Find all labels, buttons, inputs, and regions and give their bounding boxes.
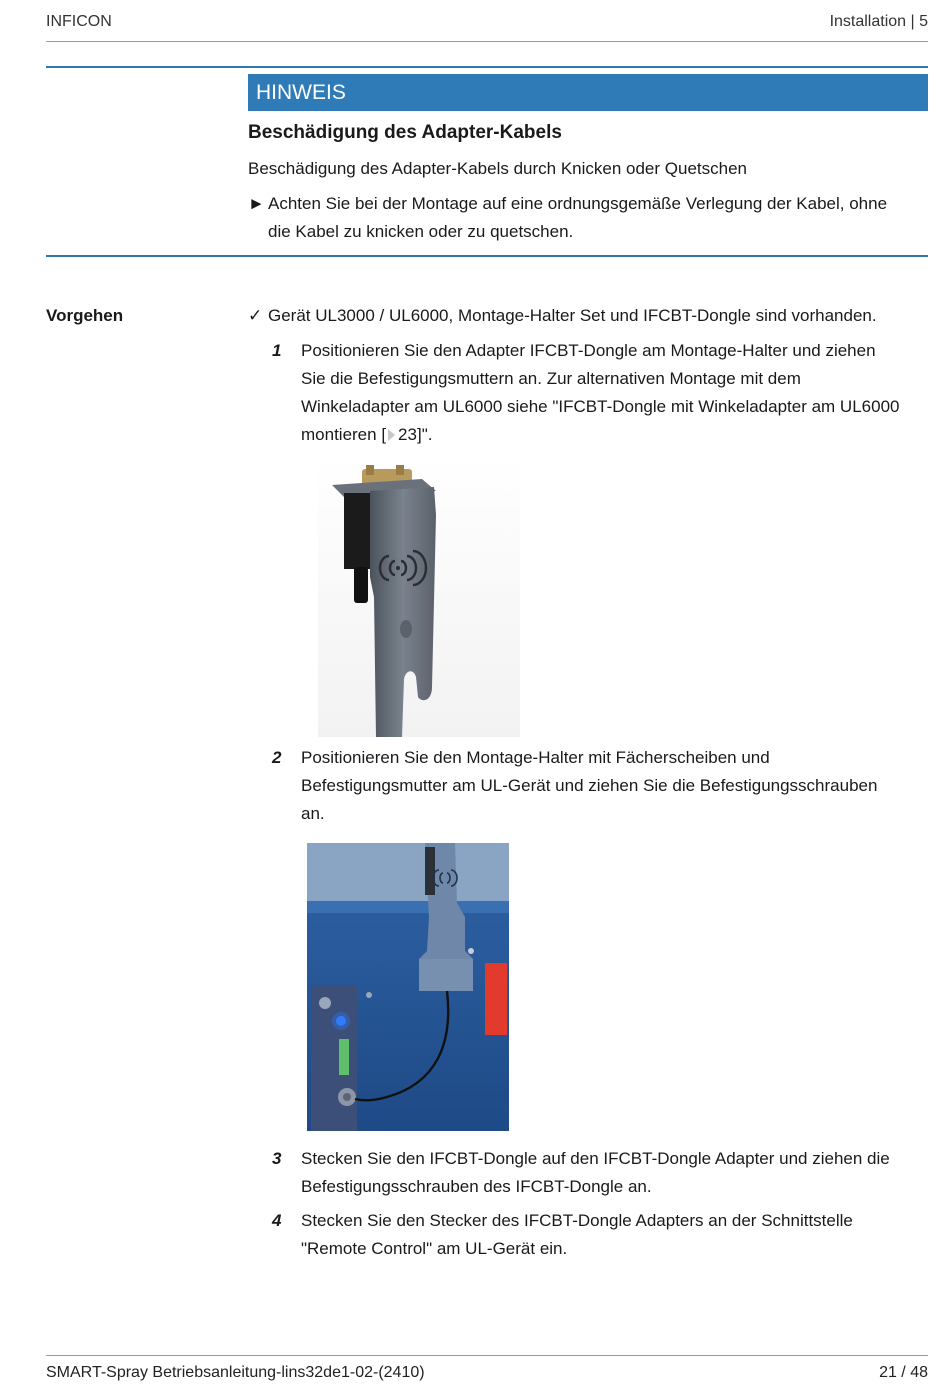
step-1-number: 1	[272, 341, 282, 360]
notice-action-line2: die Kabel zu knicken oder zu quetschen.	[268, 222, 574, 241]
step-1-line-4	[301, 421, 432, 449]
notice-top-rule	[46, 66, 928, 68]
header-section: Installation | 5	[829, 13, 928, 30]
step-2-line-3: an.	[301, 804, 325, 823]
step-2-number: 2	[272, 748, 282, 767]
notice-label: HINWEIS	[248, 74, 928, 111]
step-4-line-2: "Remote Control" am UL-Gerät ein.	[301, 1239, 568, 1258]
header-brand: INFICON	[46, 13, 112, 30]
footer-page-number: 21 / 48	[879, 1364, 928, 1381]
footer-divider	[46, 1355, 928, 1356]
notice-action-marker: ►	[248, 194, 265, 213]
step-4-line-1: Stecken Sie den Stecker des IFCBT-Dongle Adapters an der Schnittstelle	[301, 1211, 853, 1230]
step-1-line-1: Positionieren Sie den Adapter IFCBT-Dongle am Montage-Halter und ziehen	[301, 341, 876, 360]
notice-action-line1: Achten Sie bei der Montage auf eine ordnungsgemäße Verlegung der Kabel, ohne	[268, 194, 888, 213]
step-3-line-1: Stecken Sie den IFCBT-Dongle auf den IFCBT-Dongle Adapter und ziehen die	[301, 1149, 890, 1168]
notice-title: Beschädigung des Adapter-Kabels	[248, 122, 562, 143]
step-3-number: 3	[272, 1149, 282, 1168]
mounting-bracket-image	[318, 457, 520, 737]
step-1-line-3: Winkeladapter am UL6000 siehe "IFCBT-Dongle mit Winkeladapter am UL6000	[301, 397, 900, 416]
step-4-number: 4	[272, 1211, 282, 1230]
step-1-page-ref[interactable]: 23	[398, 425, 417, 444]
step-1-line-2: Sie die Befestigungsmuttern an. Zur alternativen Montage mit dem	[301, 369, 801, 388]
step-1-ref-end: ]".	[416, 425, 433, 444]
procedure-label: Vorgehen	[46, 306, 124, 325]
precondition-text: Gerät UL3000 / UL6000, Montage-Halter Set und IFCBT-Dongle sind vorhanden.	[268, 306, 877, 325]
page-ref-arrow-icon	[388, 429, 395, 441]
footer-document-id: SMART-Spray Betriebsanleitung-lins32de1-02-(2410)	[46, 1364, 425, 1381]
step-2-line-1: Positionieren Sie den Montage-Halter mit Fächerscheiben und	[301, 748, 770, 767]
mounted-bracket-photo	[307, 843, 509, 1131]
notice-text: Beschädigung des Adapter-Kabels durch Knicken oder Quetschen	[248, 159, 747, 178]
step-1-line-4-text: montieren [	[301, 425, 387, 444]
notice-bottom-rule	[46, 255, 928, 257]
header-divider	[46, 41, 928, 42]
check-mark-icon: ✓	[248, 306, 263, 325]
step-2-line-2: Befestigungsmutter am UL-Gerät und ziehen Sie die Befestigungsschrauben	[301, 776, 878, 795]
step-3-line-2: Befestigungsschrauben des IFCBT-Dongle an.	[301, 1177, 652, 1196]
